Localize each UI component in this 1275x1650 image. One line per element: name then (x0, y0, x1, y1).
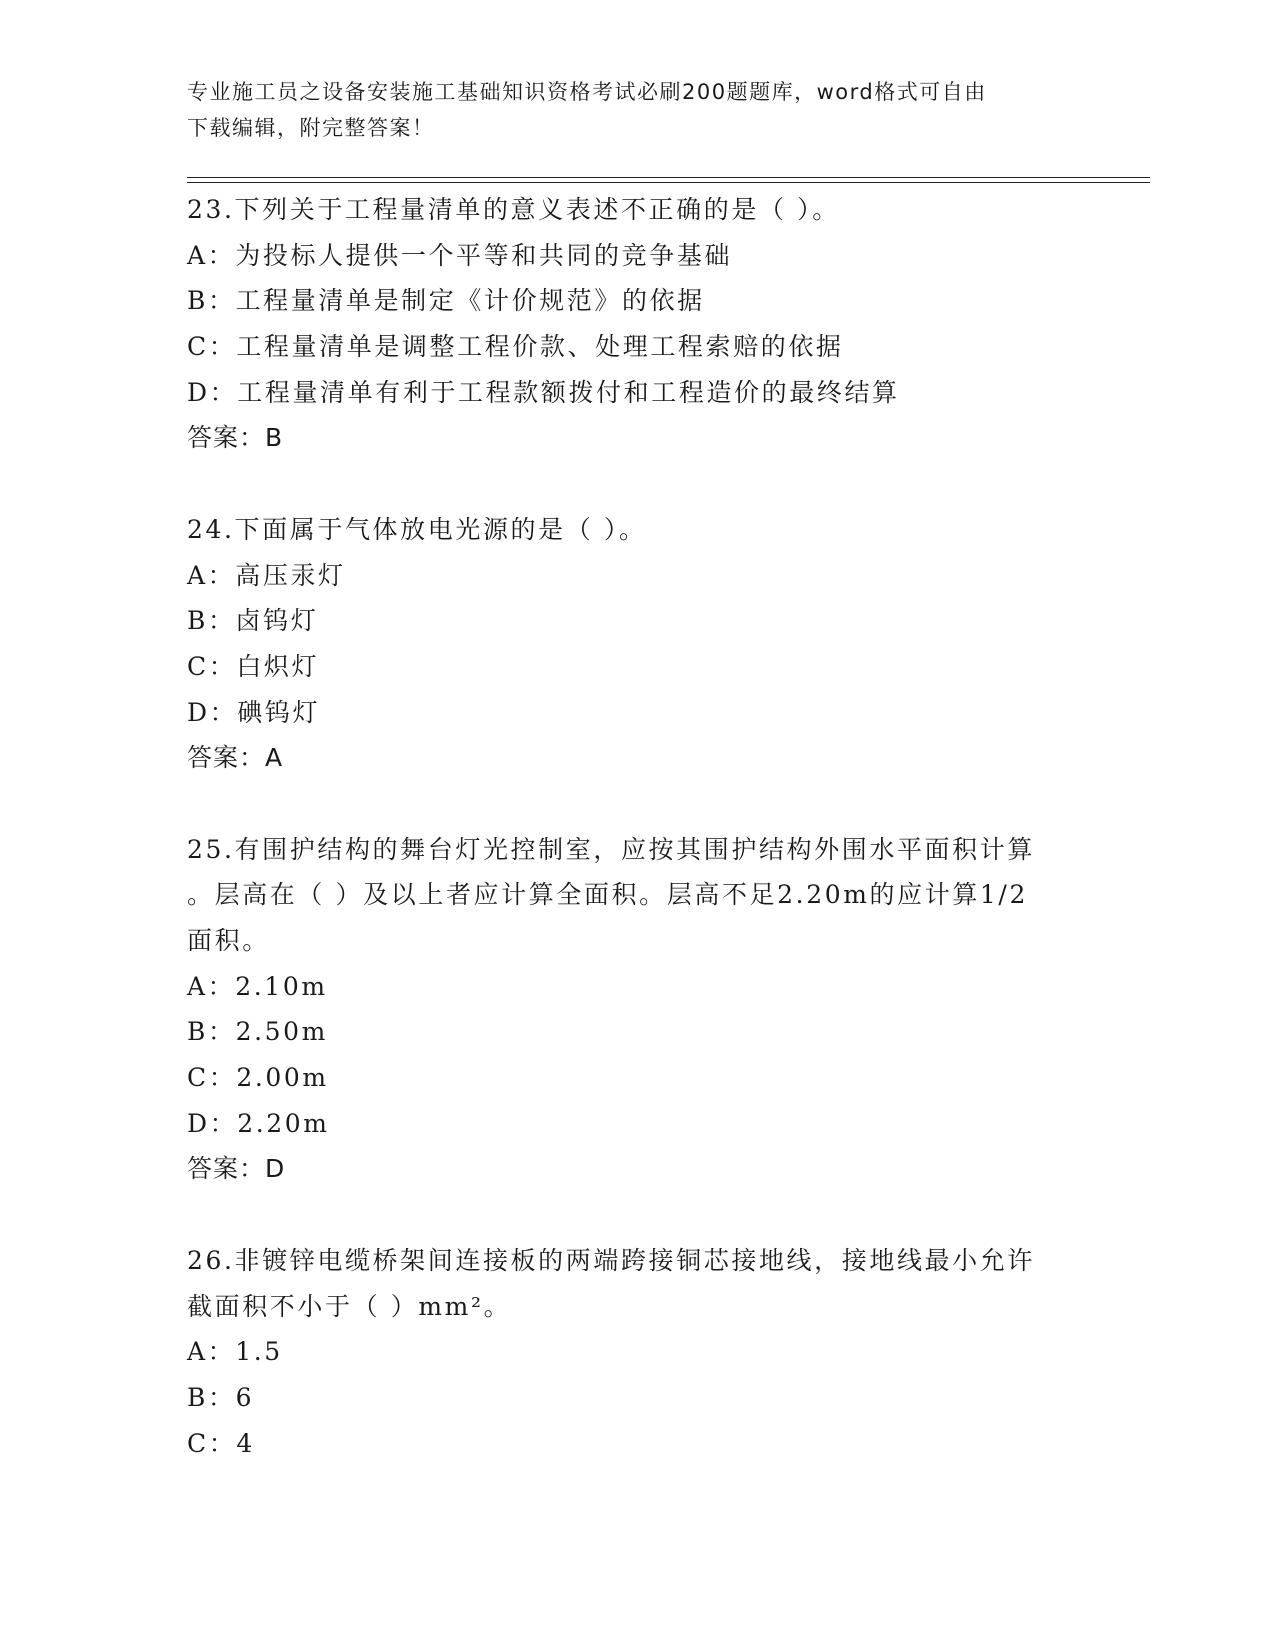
option-b: B：卤钨灯 (187, 606, 319, 636)
option-b: B：6 (187, 1382, 255, 1412)
option-a: A：高压汞灯 (187, 560, 346, 590)
question-list (187, 187, 1087, 1466)
option-b: B：工程量清单是制定《计价规范》的依据 (187, 286, 705, 316)
answer-line: 答案：A (187, 743, 284, 773)
option-b: B：2.50m (187, 1017, 328, 1047)
option-a: A：2.10m (187, 971, 328, 1001)
option-a: A：1.5 (187, 1337, 283, 1367)
question-stem-line: 24.下面属于气体放电光源的是（ ）。 (187, 514, 647, 544)
spacer (187, 461, 1087, 507)
question-24 (187, 507, 1087, 781)
option-c: C：2.00m (187, 1063, 329, 1093)
question-stem (187, 1238, 1087, 1329)
question-26 (187, 1238, 1087, 1466)
answer-line: 答案：B (187, 423, 284, 453)
option-d: D：工程量清单有利于工程款额拨付和工程造价的最终结算 (187, 377, 900, 407)
question-25 (187, 827, 1087, 1193)
header-line: 下载编辑，附完整答案！ (187, 116, 435, 140)
option-c: C：白炽灯 (187, 651, 320, 681)
question-stem-line: 截面积不小于（ ）mm²。 (187, 1291, 512, 1321)
question-stem (187, 827, 1087, 964)
question-stem-line: 面积。 (187, 926, 270, 955)
question-stem (187, 187, 1087, 233)
header-line: 专业施工员之设备安装施工基础知识资格考试必刷200题题库，word格式可自由 (187, 80, 987, 104)
question-stem-line: 25.有围护结构的舞台灯光控制室，应按其围护结构外围水平面积计算 (187, 834, 1035, 864)
option-a: A：为投标人提供一个平等和共同的竞争基础 (187, 240, 733, 270)
question-stem-line: 。层高在（ ）及以上者应计算全面积。层高不足2.20m的应计算1/2 (187, 880, 1028, 910)
header-divider-bottom (187, 182, 1150, 183)
header-divider-top (187, 177, 1150, 178)
question-stem (187, 507, 1087, 553)
option-c: C：4 (187, 1428, 255, 1458)
spacer (187, 1192, 1087, 1238)
option-d: D：碘钨灯 (187, 697, 321, 727)
question-stem-line: 23.下列关于工程量清单的意义表述不正确的是（ ）。 (187, 195, 840, 224)
answer-line: 答案：D (187, 1154, 286, 1184)
spacer (187, 781, 1087, 827)
option-d: D：2.20m (187, 1108, 330, 1138)
question-23 (187, 187, 1087, 461)
question-stem-line: 26.非镀锌电缆桥架间连接板的两端跨接铜芯接地线，接地线最小允许 (187, 1245, 1035, 1275)
document-header (187, 74, 1087, 146)
option-c: C：工程量清单是调整工程价款、处理工程索赔的依据 (187, 332, 844, 362)
